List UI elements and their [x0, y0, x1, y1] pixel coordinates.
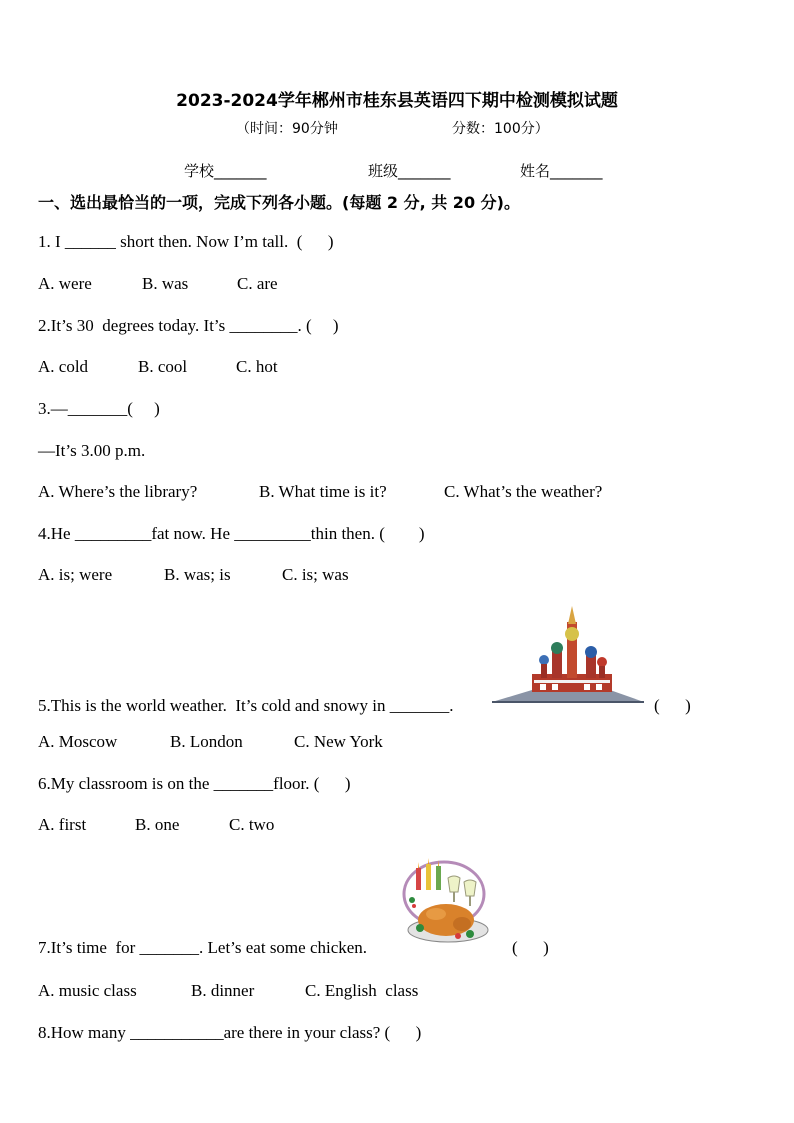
question-4-option-b: B. was; is [164, 565, 231, 584]
school-field [184, 160, 267, 181]
question-7-option-a: A. music class [38, 981, 137, 1000]
question-1-option-c: C. are [237, 274, 278, 293]
roast-chicken-dinner-image [396, 856, 494, 948]
section-title: 一、选出最恰当的一项，完成下列各小题。(每题 2 分, 共 20 分)。 [38, 193, 520, 212]
class-field [368, 160, 451, 181]
question-3-option-a: A. Where’s the library? [38, 482, 198, 501]
moscow-cathedral-image [492, 604, 644, 706]
exam-score: 分数：100分） [452, 121, 549, 137]
question-6-stem: 6.My classroom is on the _______floor. ( ) [38, 774, 351, 793]
question-2-option-a: A. cold [38, 357, 89, 376]
question-4-option-c: C. is; was [282, 565, 349, 584]
name-field [520, 160, 603, 181]
class-blank: _______ [398, 162, 451, 180]
question-7-option-b: B. dinner [191, 981, 255, 1000]
question-3-stem: 3.—_______( ) [38, 399, 160, 418]
question-5-stem: 5.This is the world weather. It’s cold and snowy in _______. [38, 696, 454, 715]
question-5-option-c: C. New York [294, 732, 383, 751]
question-5-paren: ( ) [654, 696, 691, 715]
question-2-option-b: B. cool [138, 357, 188, 376]
question-5-option-b: B. London [170, 732, 243, 751]
class-label: 班级 [368, 162, 399, 180]
question-4-option-a: A. is; were [38, 565, 113, 584]
question-1-option-a: A. were [38, 274, 92, 293]
question-2-stem: 2.It’s 30 degrees today. It’s ________. ( ) [38, 316, 339, 335]
question-3-option-c: C. What’s the weather? [444, 482, 603, 501]
school-blank: _______ [214, 162, 267, 180]
question-6-option-a: A. first [38, 815, 87, 834]
question-3-answer-line: —It’s 3.00 p.m. [38, 441, 146, 460]
school-label: 学校 [184, 162, 215, 180]
question-3-option-b: B. What time is it? [259, 482, 387, 501]
question-7-option-c: C. English class [305, 981, 419, 1000]
question-8-stem: 8.How many ___________are there in your class? ( ) [38, 1023, 422, 1042]
exam-time: （时间：90分钟 [236, 121, 338, 137]
name-label: 姓名 [520, 162, 551, 180]
question-6-option-b: B. one [135, 815, 180, 834]
question-1-stem: 1. I ______ short then. Now I’m tall. ( ) [38, 232, 334, 251]
question-7-stem: 7.It’s time for _______. Let’s eat some chicken. [38, 938, 368, 957]
question-2-option-c: C. hot [236, 357, 278, 376]
page-title: 2023-2024学年郴州市桂东县英语四下期中检测模拟试题 [176, 91, 618, 111]
question-7-paren: ( ) [512, 938, 549, 957]
question-4-stem: 4.He _________fat now. He _________thin then. ( ) [38, 524, 425, 543]
name-blank: _______ [550, 162, 603, 180]
question-5-option-a: A. Moscow [38, 732, 118, 751]
question-6-option-c: C. two [229, 815, 275, 834]
question-1-option-b: B. was [142, 274, 189, 293]
